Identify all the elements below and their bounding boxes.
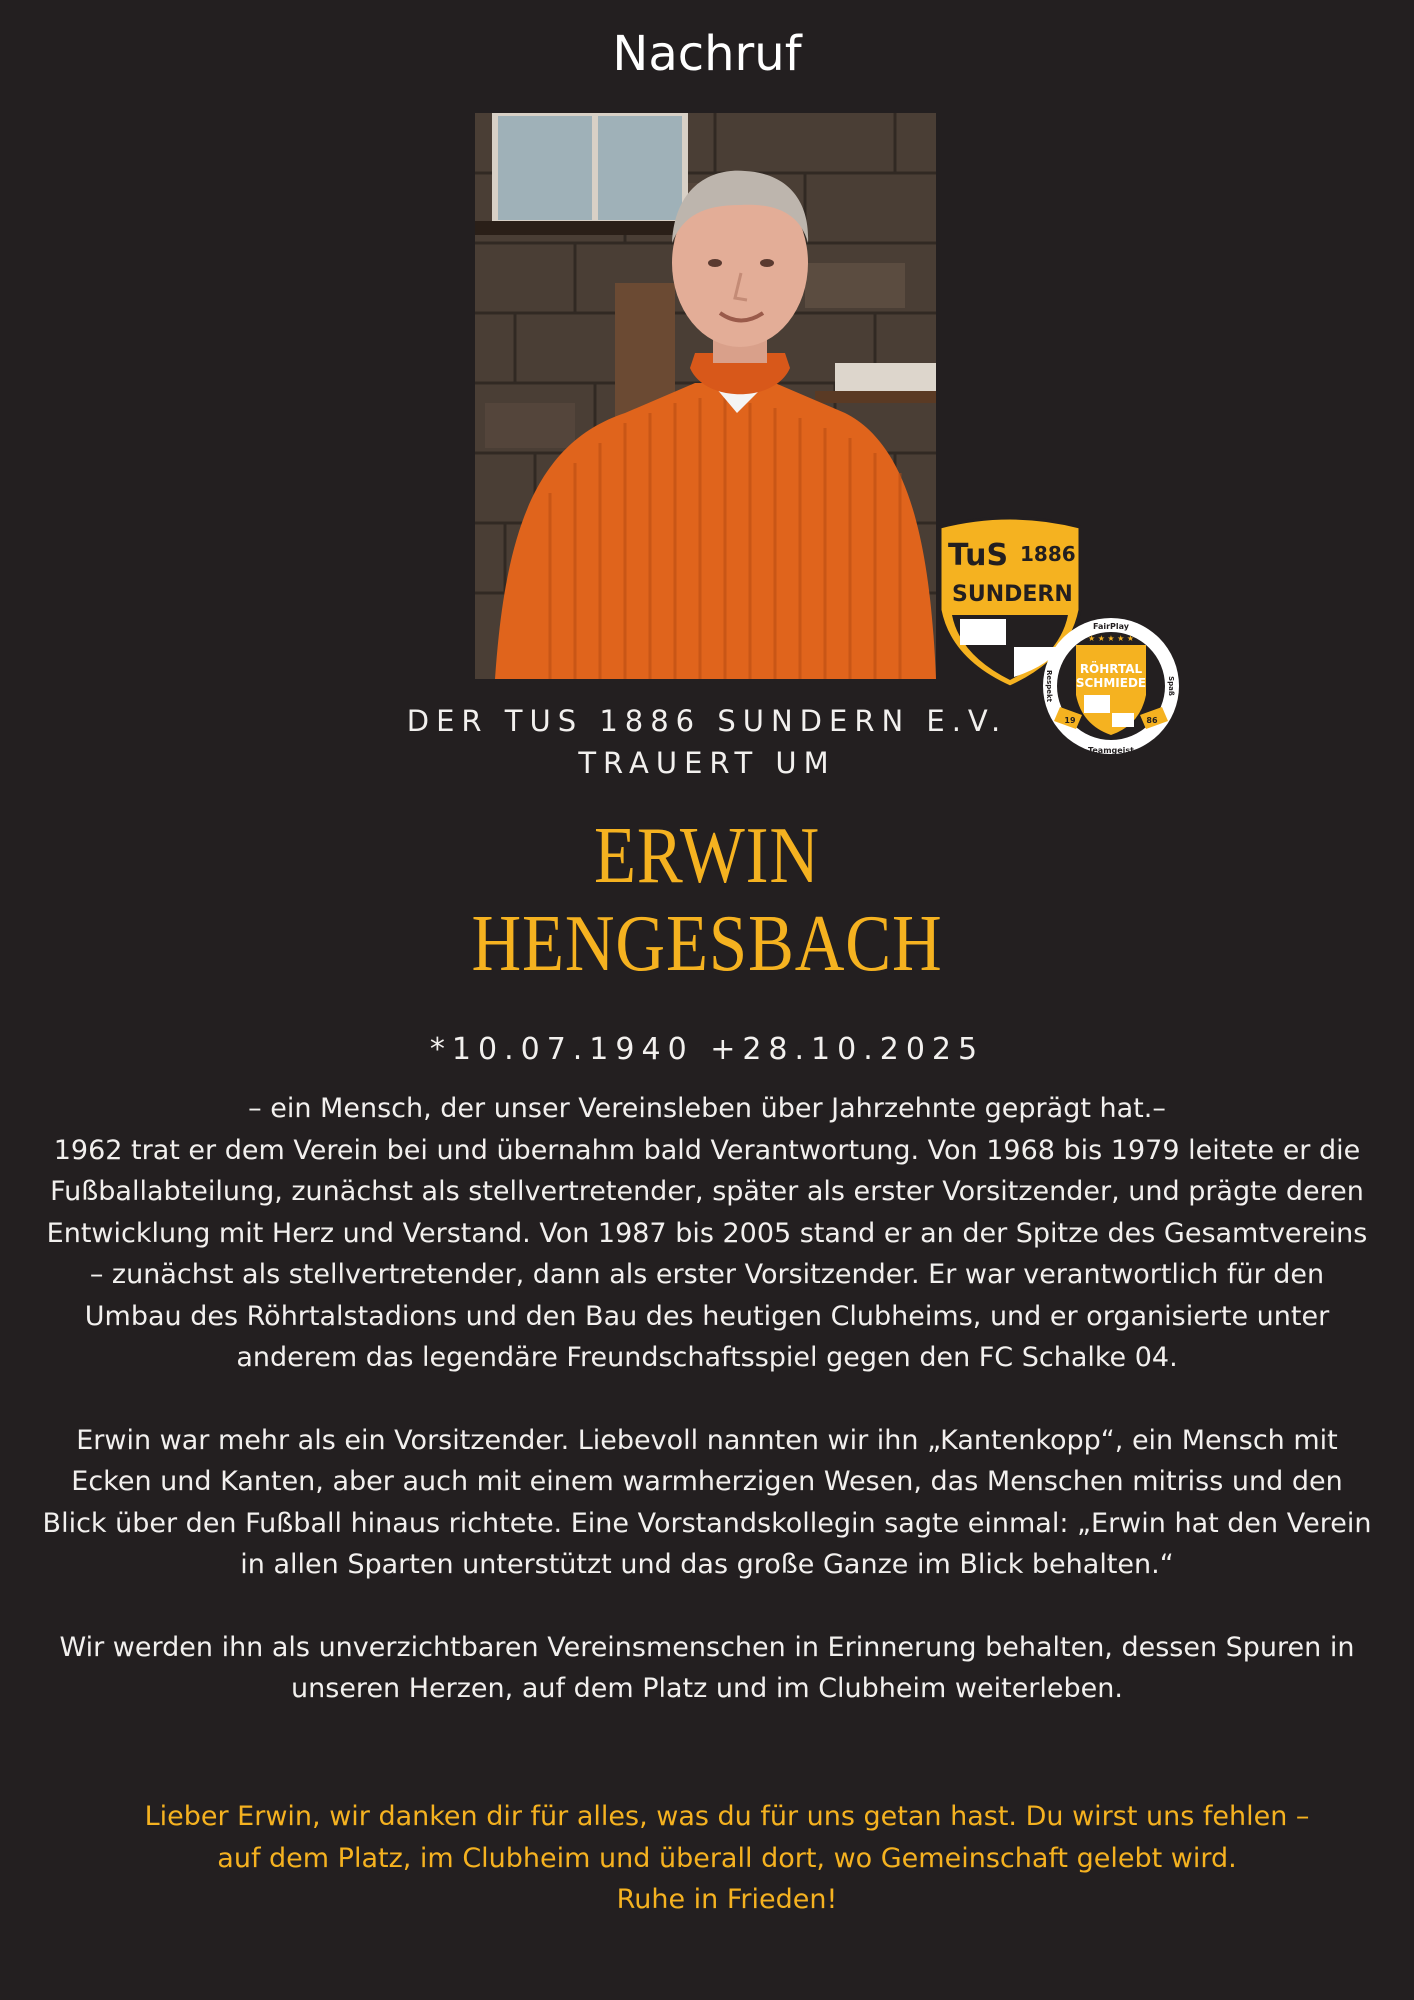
crest-stars-icon: ★ ★ ★ ★ ★	[1087, 634, 1135, 643]
mourning-statement	[307, 700, 1107, 784]
paragraph-history: 1962 trat er dem Verein bei und übernahm bald Verantwortung. Von 1968 bis 1979 leitete er die Fußballabteilung, zunächst als stellvertretender, später als erster Vorsitzender, und prägte deren Entwicklung mit Herz und Verstand. Von 1987 bis 2005 stand er an der Spitze des Gesamtvereins – zunächst als stellvertretender, dann als erster Vorsitzender. Er war verantwortlich für den Umbau des Röhrtalstadions und den Bau des heutigen Clubheims, und er organisierte unter anderem das legendäre Freundschaftsspiel gegen den FC Schalke 04.	[46, 1134, 1368, 1373]
crest-text-spass: Spaß	[1167, 676, 1175, 696]
crest-text-19: 19	[1064, 716, 1076, 725]
mourning-line-1: DER TUS 1886 SUNDERN E.V.	[406, 704, 1008, 738]
portrait-photo	[475, 113, 936, 679]
crest-text-roehrtal: RÖHRTAL	[1079, 662, 1143, 676]
intro-line: – ein Mensch, der unser Vereinsleben über Jahrzehnte geprägt hat.–	[248, 1093, 1166, 1124]
closing-line-2: auf dem Platz, im Clubheim und überall dort, wo Gemeinschaft gelebt wird.	[217, 1842, 1237, 1874]
crest-text-sundern: SUNDERN	[952, 582, 1073, 607]
closing-farewell	[80, 1796, 1374, 1921]
crest-text-schmiede: SCHMIEDE	[1075, 676, 1147, 690]
crest-text-fairplay: FairPlay	[1092, 622, 1130, 631]
mourning-line-2: TRAUERT UM	[578, 746, 836, 780]
crest-text-teamgeist: Teamgeist	[1087, 746, 1135, 755]
obituary-text	[38, 1088, 1376, 1751]
crest-text-tus: TuS	[948, 538, 1009, 573]
last-name: HENGESBACH	[471, 900, 943, 988]
deceased-name	[0, 812, 1414, 988]
paragraph-character: Erwin war mehr als ein Vorsitzender. Liebevoll nannten wir ihn „Kantenkopp“, ein Mensch mit Ecken und Kanten, aber auch mit einem warmherzigen Wesen, das Menschen mitriss und den Blick über den Fußball hinaus richtete. Eine Vorstandskollegin sagte einmal: „Erwin hat den Verein in allen Sparten unterstützt und das große Ganze im Blick behalten.“	[42, 1424, 1372, 1580]
page-title: Nachruf	[612, 26, 802, 82]
crest-text-86: 86	[1146, 716, 1158, 725]
closing-line-1: Lieber Erwin, wir danken dir für alles, was du für uns getan hast. Du wirst uns fehlen –	[144, 1801, 1310, 1832]
life-dates: *10.07.1940 +28.10.2025	[429, 1032, 985, 1067]
crest-text-year: 1886	[1020, 542, 1076, 566]
closing-line-3: Ruhe in Frieden!	[616, 1884, 838, 1915]
paragraph-remembrance: Wir werden ihn als unverzichtbaren Vereinsmenschen in Erinnerung behalten, dessen Spuren in unseren Herzen, auf dem Platz und im Clubheim weiterleben.	[59, 1631, 1355, 1704]
portrait-photo-icon	[475, 113, 936, 679]
crest-text-respekt: Respekt	[1045, 669, 1053, 703]
first-name: ERWIN	[594, 812, 820, 900]
